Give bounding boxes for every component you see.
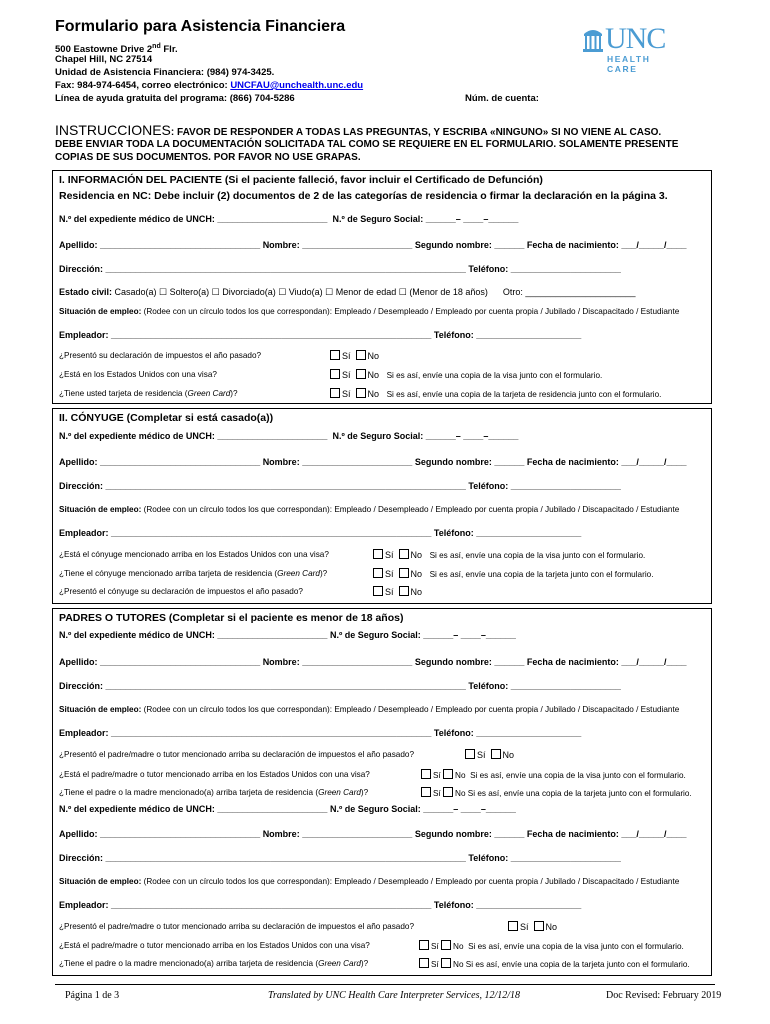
patient-visa-si-checkbox[interactable]	[330, 369, 340, 379]
si-label: Sí	[520, 922, 529, 932]
patient-lastname-field[interactable]: Apellido: ________________________________	[59, 240, 261, 250]
parent2-address-row	[59, 853, 621, 863]
parent1-tax-no-checkbox[interactable]	[491, 749, 501, 759]
parent1-green-question: ¿Tiene el padre o la madre mencionado(a) arriba tarjeta de residencia (	[59, 788, 319, 797]
parent1-employment-row	[59, 705, 679, 714]
parent2-green-options	[419, 958, 690, 969]
fax-label: Fax: 984-974-6454, correo electrónico:	[55, 80, 231, 91]
parent2-mrn-field[interactable]: N.º del expediente médico de UNCH: ______________________	[59, 804, 328, 814]
patient-visa-no-checkbox[interactable]	[356, 369, 366, 379]
employment-label: Situación de empleo:	[59, 307, 142, 316]
parent1-green-question-end: )?	[360, 788, 369, 797]
parent2-tax-row	[59, 922, 414, 931]
si-label: Sí	[342, 370, 351, 380]
no-label: No	[410, 550, 423, 560]
employment-label: Situación de empleo:	[59, 505, 142, 514]
patient-firstname-field[interactable]: Nombre: ______________________	[262, 240, 413, 250]
account-number-label: Núm. de cuenta:	[465, 93, 539, 104]
parent2-name-row	[59, 829, 686, 839]
spouse-green-question: ¿Tiene el cónyuge mencionado arriba tarjeta de residencia (	[59, 569, 278, 578]
parent2-tax-question: ¿Presentó el padre/madre o tutor mencionado arriba su declaración de impuestos el año pasado?	[59, 922, 415, 931]
spouse-tax-row	[59, 587, 303, 596]
spouse-employment-row	[59, 505, 679, 514]
parent2-green-note: Si es así, envíe una copia de la tarjeta junto con el formulario.	[465, 960, 690, 969]
parent1-employer-phone-field[interactable]: Teléfono: _____________________	[433, 728, 582, 738]
spouse-visa-note: Si es así, envíe una copia de la visa junto con el formulario.	[429, 551, 646, 560]
parent2-green-row	[59, 959, 368, 968]
si-label: Sí	[385, 587, 394, 597]
parent1-visa-question: ¿Está el padre/madre o tutor mencionado arriba en los Estados Unidos con una visa?	[59, 770, 370, 779]
employment-label: Situación de empleo:	[59, 705, 142, 714]
parent1-green-no-checkbox[interactable]	[443, 787, 453, 797]
no-label: No	[410, 587, 423, 597]
patient-visa-question: ¿Está en los Estados Unidos con una visa?	[59, 370, 217, 379]
parent2-employer-field[interactable]: Empleador: ________________________________________________________________	[59, 900, 432, 910]
parent1-address-field[interactable]: Dirección: ________________________________________________________________________	[59, 681, 466, 691]
parent2-dob-field[interactable]: Fecha de nacimiento: ___/_____/____	[526, 829, 687, 839]
green-card-term: Green Card	[187, 389, 231, 398]
si-label: Sí	[385, 569, 394, 579]
parent1-dob-field[interactable]: Fecha de nacimiento: ___/_____/____	[526, 657, 687, 667]
section-spouse	[52, 408, 712, 604]
instructions-title: INSTRUCCIONES	[55, 122, 171, 138]
employment-label: Situación de empleo:	[59, 877, 142, 886]
spouse-green-question-end: )?	[319, 569, 328, 578]
parent2-address-field[interactable]: Dirección: ________________________________________________________________________	[59, 853, 466, 863]
parent2-tax-no-checkbox[interactable]	[534, 921, 544, 931]
footer-divider	[55, 984, 715, 985]
spouse-mrn-row	[59, 431, 518, 441]
patient-tax-no-checkbox[interactable]	[356, 350, 366, 360]
parent1-mrn-row	[59, 630, 516, 640]
si-label: Sí	[431, 960, 439, 969]
instructions-text-1: : FAVOR DE RESPONDER A TODAS LAS PREGUNTAS, Y ESCRIBA «NINGUNO» SI NO VIENE AL CASO.	[170, 127, 662, 138]
spouse-visa-question: ¿Está el cónyuge mencionado arriba en los Estados Unidos con una visa?	[59, 550, 329, 559]
parent2-tax-options	[508, 921, 557, 932]
patient-employer-field[interactable]: Empleador: ________________________________________________________________	[59, 330, 432, 340]
patient-green-question-end: )?	[230, 389, 238, 398]
parent1-middlename-field[interactable]: Segundo nombre: ______	[414, 657, 525, 667]
parent2-lastname-field[interactable]: Apellido: ________________________________	[59, 829, 261, 839]
address-line-2: Chapel Hill, NC 27514	[55, 54, 153, 65]
parent1-tax-row	[59, 750, 414, 759]
address-floor: Flr.	[160, 44, 178, 56]
parent2-employer-phone-field[interactable]: Teléfono: _____________________	[433, 900, 582, 910]
employment-options[interactable]: (Rodee con un círculo todos los que correspondan): Empleado / Desempleado / Empleado por cuenta propia / Jubilado / Discapacitado / Estudiante	[141, 505, 680, 514]
spouse-employer-phone-field[interactable]: Teléfono: _____________________	[433, 528, 582, 538]
parent1-address-row	[59, 681, 621, 691]
spouse-employer-field[interactable]: Empleador: ________________________________________________________________	[59, 528, 432, 538]
parent2-visa-note: Si es así, envíe una copia de la visa junto con el formulario.	[468, 942, 684, 951]
patient-employer-phone-field[interactable]: Teléfono: _____________________	[433, 330, 582, 340]
parent1-tax-si-checkbox[interactable]	[465, 749, 475, 759]
parent1-green-si-checkbox[interactable]	[421, 787, 431, 797]
spouse-phone-field[interactable]: Teléfono: ______________________	[468, 481, 621, 491]
patient-middlename-field[interactable]: Segundo nombre: ______	[414, 240, 525, 250]
parent2-green-question: ¿Tiene el padre o la madre mencionado(a) arriba tarjeta de residencia (	[59, 959, 319, 968]
no-label: No	[502, 750, 515, 760]
parent2-visa-no-checkbox[interactable]	[441, 940, 451, 950]
spouse-address-row	[59, 481, 621, 491]
patient-name-row	[59, 240, 686, 250]
parent1-green-row	[59, 788, 368, 797]
marital-status-row	[59, 287, 636, 298]
spouse-firstname-field[interactable]: Nombre: ______________________	[262, 457, 413, 467]
parent2-visa-row	[59, 941, 370, 950]
parent1-green-options	[421, 787, 692, 798]
patient-green-note: Si es así, envíe una copia de la tarjeta de residencia junto con el formulario.	[386, 390, 662, 399]
spouse-tax-si-checkbox[interactable]	[373, 586, 383, 596]
parent1-tax-question: ¿Presentó el padre/madre o tutor mencionado arriba su declaración de impuestos el año pasado?	[59, 750, 415, 759]
patient-mrn-row	[59, 214, 518, 224]
patient-green-options	[330, 388, 661, 399]
patient-visa-note: Si es así, envíe una copia de la visa junto con el formulario.	[386, 371, 603, 380]
patient-employment-row	[59, 307, 679, 316]
si-label: Sí	[477, 750, 486, 760]
no-label: No	[367, 351, 380, 361]
email-link[interactable]: UNCFAU@unchealth.unc.edu	[230, 80, 364, 91]
parent2-mrn-row	[59, 804, 516, 814]
fax-email	[55, 79, 363, 92]
address-street: 500 Eastowne Drive 2	[55, 44, 153, 56]
spouse-dob-field[interactable]: Fecha de nacimiento: ___/_____/____	[526, 457, 687, 467]
address-sup: nd	[152, 43, 161, 50]
parent2-green-question-end: )?	[360, 959, 369, 968]
patient-phone-field[interactable]: Teléfono: ______________________	[468, 264, 621, 274]
parent1-tax-options	[465, 749, 514, 760]
residency-note: Residencia en NC: Debe incluir (2) documentos de 2 de las categorías de residencia o firmar la declaración en la página 3.	[59, 190, 668, 202]
patient-address-field[interactable]: Dirección: ________________________________________________________________________	[59, 264, 466, 274]
parent1-visa-no-checkbox[interactable]	[443, 769, 453, 779]
employment-options[interactable]: (Rodee con un círculo todos los que correspondan): Empleado / Desempleado / Empleado por cuenta propia / Jubilado / Discapacitado / Estudiante	[141, 705, 680, 714]
parent2-tax-si-checkbox[interactable]	[508, 921, 518, 931]
parent2-middlename-field[interactable]: Segundo nombre: ______	[414, 829, 525, 839]
section-parents-header: PADRES O TUTORES (Completar si el paciente es menor de 18 años)	[59, 612, 404, 624]
parent1-phone-field[interactable]: Teléfono: ______________________	[468, 681, 621, 691]
no-label: No	[410, 569, 423, 579]
spouse-green-no-checkbox[interactable]	[399, 568, 409, 578]
spouse-lastname-field[interactable]: Apellido: ________________________________	[59, 457, 261, 467]
parent2-visa-si-checkbox[interactable]	[419, 940, 429, 950]
old-well-icon	[583, 26, 603, 52]
parent1-visa-note: Si es así, envíe una copia de la visa junto con el formulario.	[470, 771, 686, 780]
marital-other-field[interactable]: Otro: ______________________	[502, 287, 636, 297]
si-label: Sí	[385, 550, 394, 560]
parent1-visa-row	[59, 770, 370, 779]
no-label: No	[367, 389, 380, 399]
footer-translated: Translated by UNC Health Care Interpreter Services, 12/12/18	[268, 990, 521, 1001]
spouse-visa-options	[373, 549, 645, 560]
parent1-employer-field[interactable]: Empleador: ________________________________________________________________	[59, 728, 432, 738]
parent1-visa-si-checkbox[interactable]	[421, 769, 431, 779]
patient-tax-row	[59, 351, 261, 360]
no-label: No	[545, 922, 558, 932]
parent2-ssn-field[interactable]: N.º de Seguro Social: ______– ____–______	[329, 804, 516, 814]
spouse-employer-row	[59, 528, 581, 538]
si-label: Sí	[342, 389, 351, 399]
parent2-visa-question: ¿Está el padre/madre o tutor mencionado arriba en los Estados Unidos con una visa?	[59, 941, 370, 950]
helpline: Línea de ayuda gratuita del programa: (866) 704-5286	[55, 93, 295, 104]
green-card-term: Green Card	[318, 788, 361, 797]
si-label: Sí	[342, 351, 351, 361]
parent1-green-note: Si es así, envíe una copia de la tarjeta junto con el formulario.	[467, 789, 692, 798]
parent1-firstname-field[interactable]: Nombre: ______________________	[262, 657, 413, 667]
section-spouse-header: II. CÓNYUGE (Completar si está casado(a))	[59, 412, 274, 424]
spouse-green-note: Si es así, envíe una copia de la tarjeta junto con el formulario.	[429, 570, 654, 579]
no-label: No	[453, 942, 464, 951]
form-title: Formulario para Asistencia Financiera	[55, 18, 346, 35]
parent2-employer-row	[59, 900, 581, 910]
patient-dob-field[interactable]: Fecha de nacimiento: ___/_____/____	[526, 240, 687, 250]
parent2-visa-options	[419, 940, 684, 951]
no-label: No	[455, 771, 466, 780]
green-card-term: Green Card	[277, 569, 320, 578]
spouse-address-field[interactable]: Dirección: ________________________________________________________________________	[59, 481, 466, 491]
patient-tax-options	[330, 350, 379, 361]
patient-green-row	[59, 389, 238, 398]
parent2-employment-row	[59, 877, 679, 886]
instructions-line-1	[55, 122, 661, 138]
logo-unc-text: UNC	[605, 22, 666, 55]
spouse-visa-row	[59, 550, 329, 559]
spouse-ssn-field[interactable]: N.º de Seguro Social: ______– ____–______	[332, 431, 519, 441]
footer-revised: Doc Revised: February 2019	[606, 990, 722, 1001]
parent1-visa-options	[421, 769, 686, 780]
unit-phone: Unidad de Asistencia Financiera: (984) 974-3425.	[55, 67, 275, 78]
instructions-line-3: COPIAS DE SUS DOCUMENTOS. POR FAVOR NO USE GRAPAS.	[55, 152, 361, 163]
si-label: Sí	[433, 771, 441, 780]
patient-green-no-checkbox[interactable]	[356, 388, 366, 398]
parent1-name-row	[59, 657, 686, 667]
si-label: Sí	[431, 942, 439, 951]
parent2-green-no-checkbox[interactable]	[441, 958, 451, 968]
patient-green-si-checkbox[interactable]	[330, 388, 340, 398]
section-patient-header: I. INFORMACIÓN DEL PACIENTE (Si el paciente falleció, favor incluir el Certificado de Defunción)	[59, 174, 543, 186]
patient-green-question: ¿Tiene usted tarjeta de residencia (	[59, 389, 188, 398]
patient-mrn-field[interactable]: N.º del expediente médico de UNCH: ______________________	[59, 214, 328, 224]
patient-visa-options	[330, 369, 602, 380]
parent2-green-si-checkbox[interactable]	[419, 958, 429, 968]
parent1-employer-row	[59, 728, 581, 738]
spouse-tax-question: ¿Presentó el cónyuge su declaración de impuestos el año pasado?	[59, 587, 303, 596]
logo-health-care-text: HEALTH CARE	[607, 54, 651, 74]
marital-status-options[interactable]: Casado(a) ☐ Soltero(a) ☐ Divorciado(a) ☐ Viudo(a) ☐ Menor de edad ☐ (Menor de 18 años)	[112, 287, 488, 297]
footer-page-number: Página 1 de 3	[65, 990, 120, 1001]
spouse-green-row	[59, 569, 327, 578]
spouse-green-si-checkbox[interactable]	[373, 568, 383, 578]
parent2-firstname-field[interactable]: Nombre: ______________________	[262, 829, 413, 839]
unc-health-care-logo	[583, 22, 683, 74]
marital-status-label: Estado civil:	[59, 287, 113, 297]
si-label: Sí	[433, 789, 441, 798]
spouse-green-options	[373, 568, 653, 579]
spouse-tax-options	[373, 586, 422, 597]
patient-address-row	[59, 264, 621, 274]
green-card-term: Green Card	[318, 959, 361, 968]
spouse-visa-si-checkbox[interactable]	[373, 549, 383, 559]
employment-options[interactable]: (Rodee con un círculo todos los que correspondan): Empleado / Desempleado / Empleado por cuenta propia / Jubilado / Discapacitado / Estudiante	[141, 877, 680, 886]
spouse-tax-no-checkbox[interactable]	[399, 586, 409, 596]
no-label: No	[455, 789, 466, 798]
parent1-lastname-field[interactable]: Apellido: ________________________________	[59, 657, 261, 667]
instructions-line-2: DEBE ENVIAR TODA LA DOCUMENTACIÓN SOLICITADA TAL COMO SE REQUIERE EN EL FORMULARIO. SOLAMENTE PRESENTE	[55, 139, 679, 150]
spouse-visa-no-checkbox[interactable]	[399, 549, 409, 559]
spouse-name-row	[59, 457, 686, 467]
parent1-mrn-field[interactable]: N.º del expediente médico de UNCH: ______________________	[59, 630, 328, 640]
patient-tax-question: ¿Presentó su declaración de impuestos el año pasado?	[59, 351, 262, 360]
no-label: No	[453, 960, 464, 969]
spouse-middlename-field[interactable]: Segundo nombre: ______	[414, 457, 525, 467]
section-parents	[52, 608, 712, 976]
patient-employer-row	[59, 330, 581, 340]
patient-visa-row	[59, 370, 217, 379]
patient-ssn-field[interactable]: N.º de Seguro Social: ______– ____–______	[332, 214, 519, 224]
section-patient	[52, 170, 712, 404]
parent1-ssn-field[interactable]: N.º de Seguro Social: ______– ____–______	[329, 630, 516, 640]
employment-options[interactable]: (Rodee con un círculo todos los que correspondan): Empleado / Desempleado / Empleado por cuenta propia / Jubilado / Discapacitado / Estudiante	[141, 307, 680, 316]
patient-tax-si-checkbox[interactable]	[330, 350, 340, 360]
no-label: No	[367, 370, 380, 380]
spouse-mrn-field[interactable]: N.º del expediente médico de UNCH: ______________________	[59, 431, 328, 441]
parent2-phone-field[interactable]: Teléfono: ______________________	[468, 853, 621, 863]
